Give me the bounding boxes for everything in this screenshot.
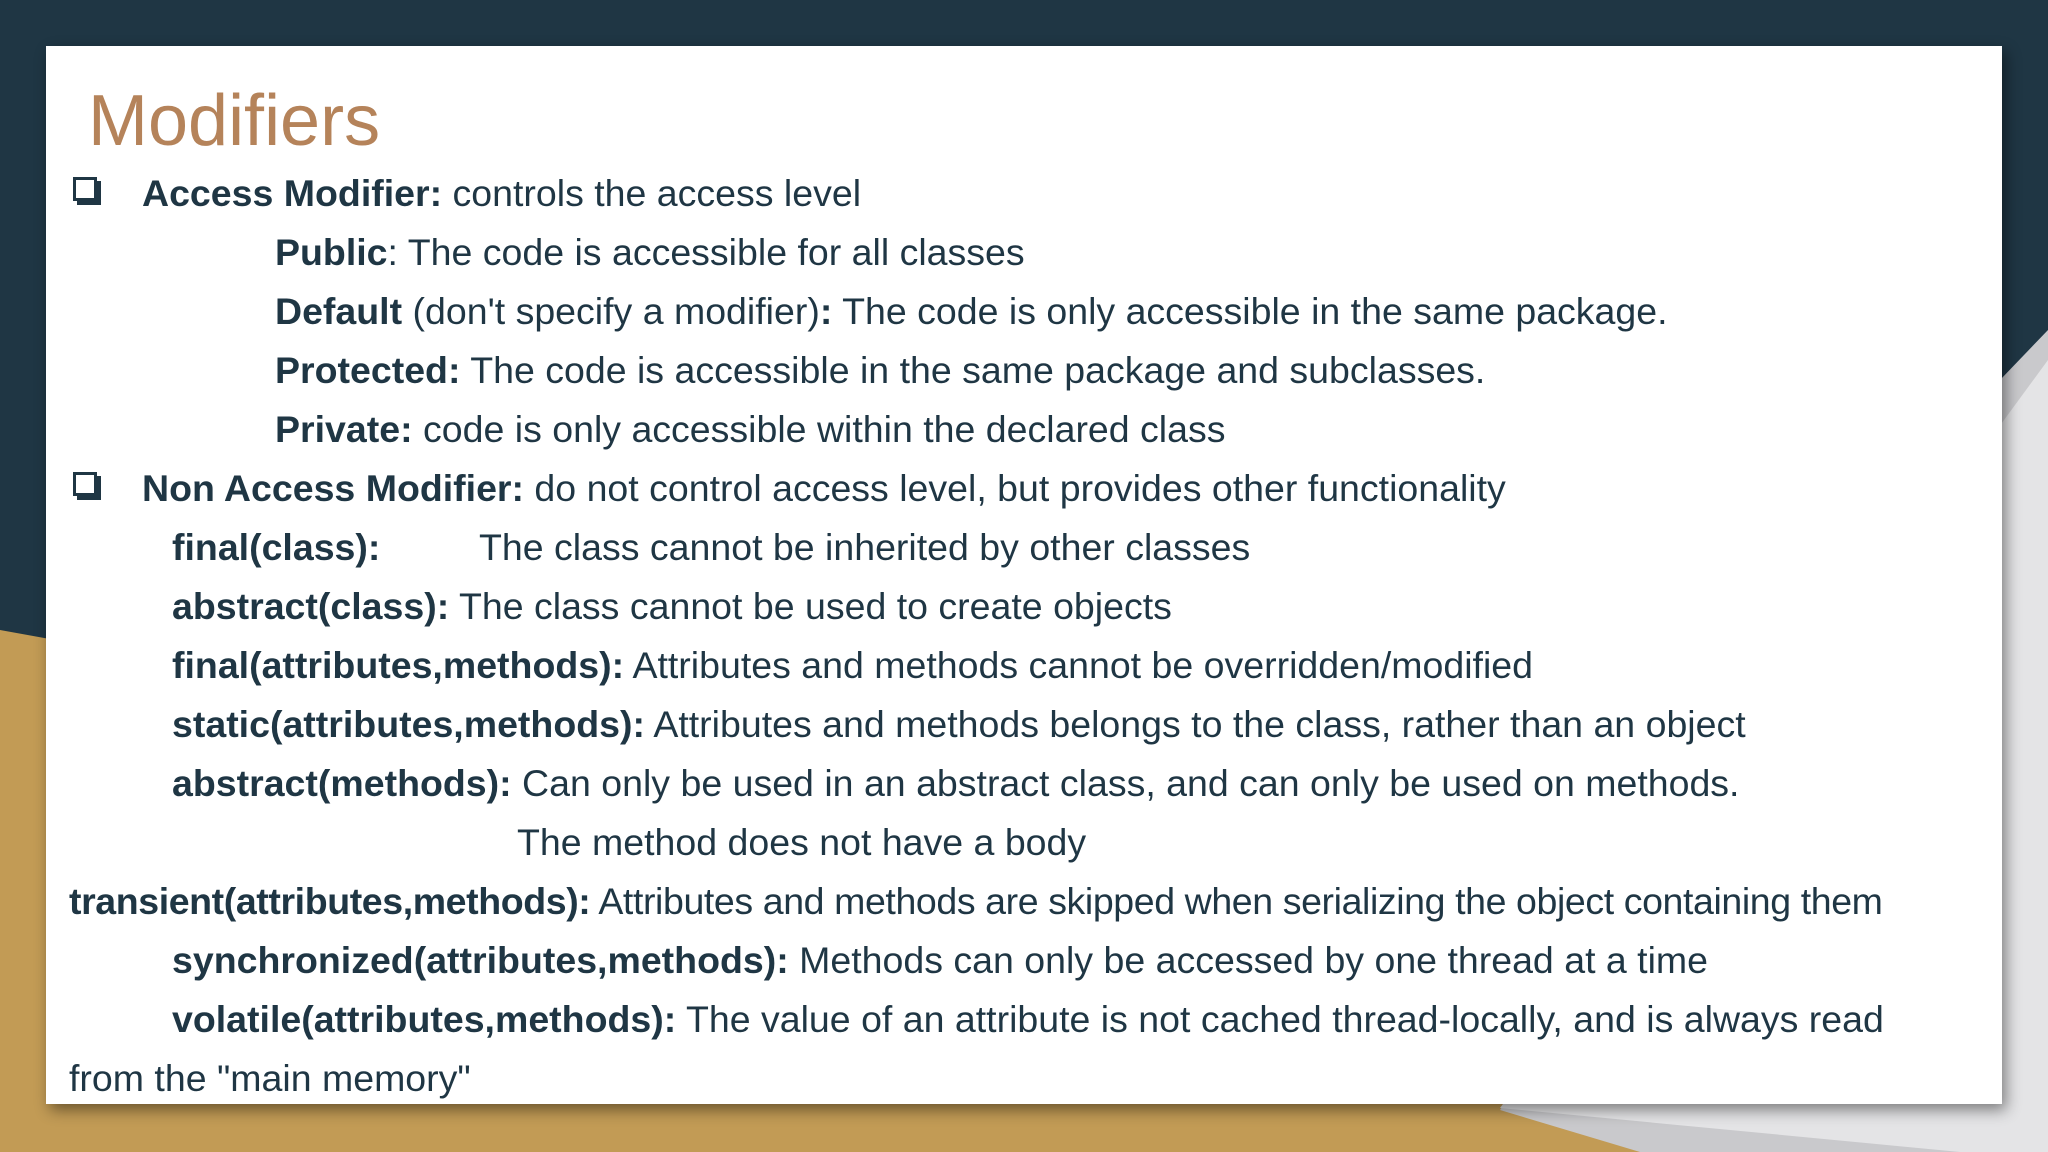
non-access-modifier-desc: do not control access level, but provides other functionality	[524, 467, 1506, 509]
list-item: Private: code is only accessible within the declared class	[275, 408, 1226, 450]
list-item-continuation: from the "main memory"	[69, 1057, 471, 1099]
list-item: volatile(attributes,methods): The value of an attribute is not cached thread-locally, and is always read	[172, 998, 1884, 1040]
list-item-desc: The class cannot be inherited by other classes	[479, 526, 1251, 568]
list-item: final(class):	[172, 526, 381, 568]
list-item: transient(attributes,methods): Attributes and methods are skipped when serializing the object containing them	[69, 880, 1883, 922]
slide-content	[46, 46, 2002, 1104]
access-modifier-heading	[142, 172, 862, 214]
access-modifier-label: Access Modifier:	[142, 172, 443, 214]
list-item: Public: The code is accessible for all classes	[275, 231, 1025, 273]
list-item: static(attributes,methods): Attributes and methods belongs to the class, rather than an object	[172, 703, 1746, 745]
list-item: final(attributes,methods): Attributes and methods cannot be overridden/modified	[172, 644, 1533, 686]
list-item: synchronized(attributes,methods): Methods can only be accessed by one thread at a time	[172, 939, 1709, 981]
list-item: Protected: The code is accessible in the same package and subclasses.	[275, 349, 1486, 391]
checkbox-bullet-icon	[73, 177, 97, 201]
access-modifier-desc: controls the access level	[442, 172, 862, 214]
list-item: abstract(methods): Can only be used in an abstract class, and can only be used on methods.	[172, 762, 1740, 804]
list-item-continuation: The method does not have a body	[517, 821, 1087, 863]
checkbox-bullet-icon	[73, 472, 97, 496]
list-item: abstract(class): The class cannot be used to create objects	[172, 585, 1172, 627]
page-title: Modifiers	[88, 81, 381, 161]
list-item: Default (don't specify a modifier): The code is only accessible in the same package.	[275, 290, 1668, 332]
non-access-modifier-label: Non Access Modifier:	[142, 467, 525, 509]
non-access-modifier-heading	[142, 467, 1506, 509]
